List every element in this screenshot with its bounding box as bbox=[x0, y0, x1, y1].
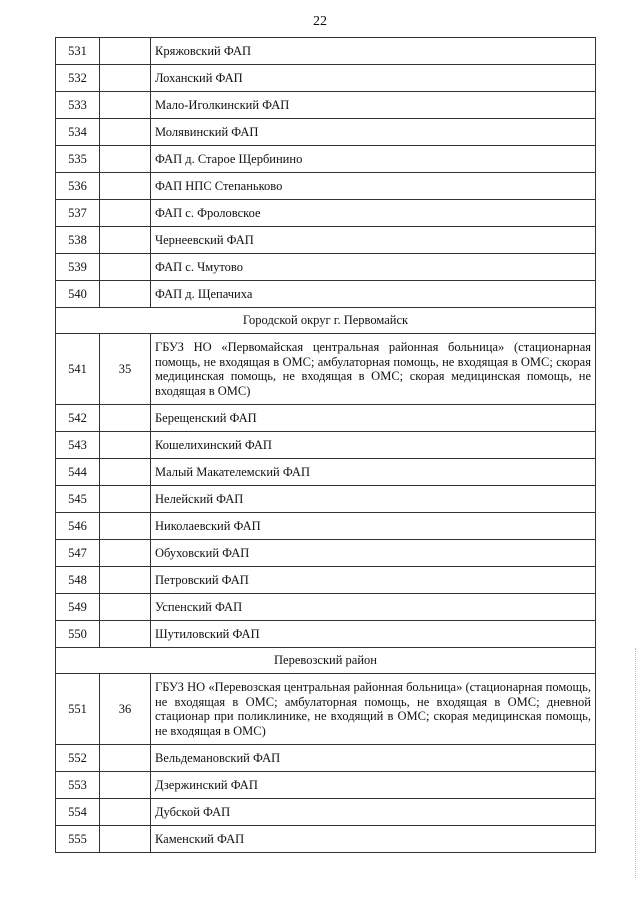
row-number: 535 bbox=[56, 146, 100, 173]
hospital-row bbox=[56, 334, 596, 405]
facility-name: ФАП д. Старое Щербинино bbox=[151, 146, 596, 173]
scan-edge-marks bbox=[629, 648, 636, 878]
row-number: 542 bbox=[56, 405, 100, 432]
table-row bbox=[56, 92, 596, 119]
section-title: Городской округ г. Первомайск bbox=[56, 308, 596, 334]
row-number: 538 bbox=[56, 227, 100, 254]
facility-name: Петровский ФАП bbox=[151, 567, 596, 594]
row-number: 531 bbox=[56, 38, 100, 65]
table-row bbox=[56, 567, 596, 594]
table-row bbox=[56, 540, 596, 567]
facility-name: Успенский ФАП bbox=[151, 594, 596, 621]
row-number: 555 bbox=[56, 826, 100, 853]
org-code bbox=[100, 486, 151, 513]
hospital-row bbox=[56, 674, 596, 745]
facility-name: Лоханский ФАП bbox=[151, 65, 596, 92]
table-row bbox=[56, 281, 596, 308]
table-row bbox=[56, 119, 596, 146]
table-row bbox=[56, 65, 596, 92]
row-number: 552 bbox=[56, 745, 100, 772]
org-code bbox=[100, 540, 151, 567]
org-code bbox=[100, 772, 151, 799]
table-row bbox=[56, 227, 596, 254]
table-row bbox=[56, 513, 596, 540]
org-code bbox=[100, 745, 151, 772]
org-code bbox=[100, 200, 151, 227]
facilities-table-body bbox=[56, 38, 596, 853]
facility-name: Николаевский ФАП bbox=[151, 513, 596, 540]
org-code bbox=[100, 92, 151, 119]
facilities-table bbox=[55, 37, 596, 853]
facility-name: ГБУЗ НО «Перевозская центральная районная больница» (стационарная помощь, не входящая в ОМС; амбулаторная помощь, не входящая в ОМС; дневной стационар при поликлинике, не входящий в ОМС; скорая медицинская помощь, не входящая в ОМС) bbox=[151, 674, 596, 745]
facility-name: Кряжовский ФАП bbox=[151, 38, 596, 65]
org-code bbox=[100, 227, 151, 254]
facility-name: ФАП с. Фроловское bbox=[151, 200, 596, 227]
table-row bbox=[56, 405, 596, 432]
row-number: 534 bbox=[56, 119, 100, 146]
table-row bbox=[56, 486, 596, 513]
org-code bbox=[100, 432, 151, 459]
facility-name: Дубской ФАП bbox=[151, 799, 596, 826]
table-row bbox=[56, 745, 596, 772]
org-code bbox=[100, 38, 151, 65]
row-number: 549 bbox=[56, 594, 100, 621]
facility-name: Шутиловский ФАП bbox=[151, 621, 596, 648]
row-number: 546 bbox=[56, 513, 100, 540]
org-code bbox=[100, 254, 151, 281]
facility-name: Нелейский ФАП bbox=[151, 486, 596, 513]
row-number: 543 bbox=[56, 432, 100, 459]
row-number: 547 bbox=[56, 540, 100, 567]
org-code bbox=[100, 146, 151, 173]
facility-name: Мало-Иголкинский ФАП bbox=[151, 92, 596, 119]
row-number: 536 bbox=[56, 173, 100, 200]
org-code bbox=[100, 594, 151, 621]
facility-name: ГБУЗ НО «Первомайская центральная районная больница» (стационарная помощь, не входящая в ОМС; амбулаторная помощь, не входящая в ОМС; скорая медицинская помощь, не входящая в ОМС; скорая медицинская помощь, не входящая в ОМС) bbox=[151, 334, 596, 405]
row-number: 548 bbox=[56, 567, 100, 594]
table-row bbox=[56, 459, 596, 486]
facility-name: ФАП д. Щепачиха bbox=[151, 281, 596, 308]
org-code bbox=[100, 459, 151, 486]
table-row bbox=[56, 200, 596, 227]
facility-name: Молявинский ФАП bbox=[151, 119, 596, 146]
org-code bbox=[100, 799, 151, 826]
org-code bbox=[100, 119, 151, 146]
table-row bbox=[56, 799, 596, 826]
table-row bbox=[56, 38, 596, 65]
row-number: 540 bbox=[56, 281, 100, 308]
row-number: 539 bbox=[56, 254, 100, 281]
org-code bbox=[100, 173, 151, 200]
row-number: 545 bbox=[56, 486, 100, 513]
facility-name: Малый Макателемский ФАП bbox=[151, 459, 596, 486]
row-number: 541 bbox=[56, 334, 100, 405]
org-code bbox=[100, 621, 151, 648]
org-code: 36 bbox=[100, 674, 151, 745]
facility-name: Берещенский ФАП bbox=[151, 405, 596, 432]
table-row bbox=[56, 432, 596, 459]
section-header-row bbox=[56, 648, 596, 674]
facility-name: Дзержинский ФАП bbox=[151, 772, 596, 799]
facility-name: ФАП с. Чмутово bbox=[151, 254, 596, 281]
facility-name: ФАП НПС Степаньково bbox=[151, 173, 596, 200]
org-code bbox=[100, 65, 151, 92]
org-code bbox=[100, 826, 151, 853]
row-number: 550 bbox=[56, 621, 100, 648]
table-row bbox=[56, 146, 596, 173]
org-code bbox=[100, 567, 151, 594]
facility-name: Чернеевский ФАП bbox=[151, 227, 596, 254]
table-row bbox=[56, 173, 596, 200]
facility-name: Каменский ФАП bbox=[151, 826, 596, 853]
org-code: 35 bbox=[100, 334, 151, 405]
row-number: 554 bbox=[56, 799, 100, 826]
org-code bbox=[100, 281, 151, 308]
table-row bbox=[56, 254, 596, 281]
row-number: 533 bbox=[56, 92, 100, 119]
row-number: 537 bbox=[56, 200, 100, 227]
org-code bbox=[100, 405, 151, 432]
row-number: 532 bbox=[56, 65, 100, 92]
table-row bbox=[56, 621, 596, 648]
table-row bbox=[56, 772, 596, 799]
facility-name: Кошелихинский ФАП bbox=[151, 432, 596, 459]
row-number: 544 bbox=[56, 459, 100, 486]
page-number: 22 bbox=[313, 14, 327, 29]
table-row bbox=[56, 594, 596, 621]
row-number: 551 bbox=[56, 674, 100, 745]
section-title: Перевозский район bbox=[56, 648, 596, 674]
facility-name: Вельдемановский ФАП bbox=[151, 745, 596, 772]
section-header-row bbox=[56, 308, 596, 334]
facility-name: Обуховский ФАП bbox=[151, 540, 596, 567]
table-row bbox=[56, 826, 596, 853]
row-number: 553 bbox=[56, 772, 100, 799]
org-code bbox=[100, 513, 151, 540]
